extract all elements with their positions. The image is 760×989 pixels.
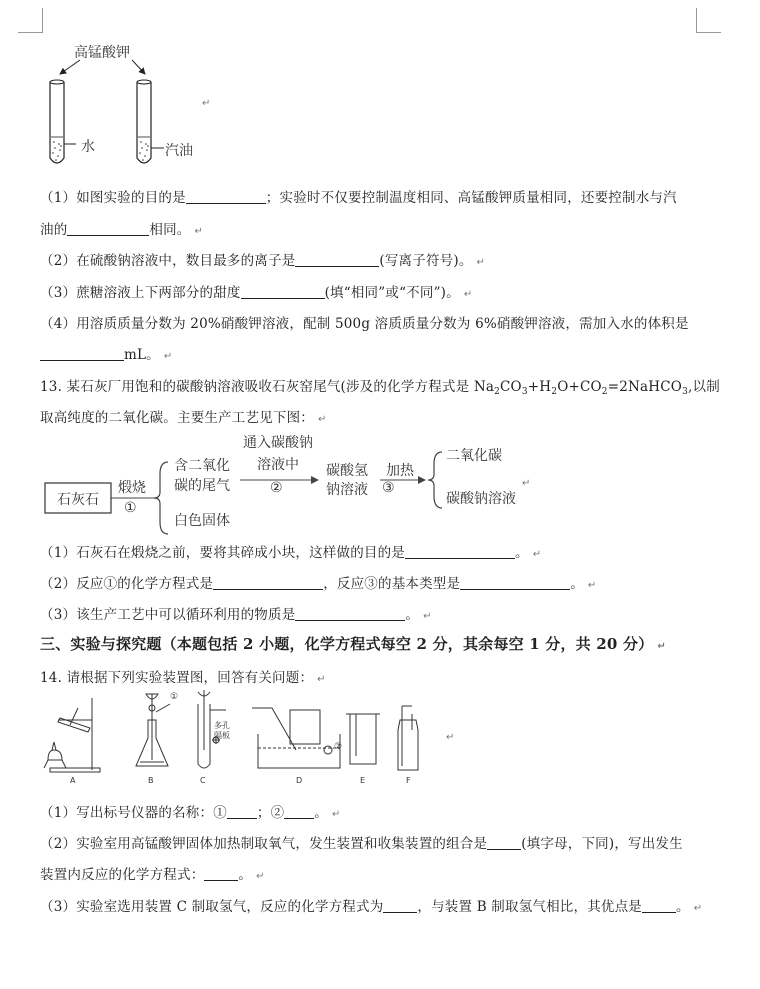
- marker-2: ②: [334, 742, 343, 752]
- production-flow-diagram: [40, 430, 560, 535]
- q12-part3: （3）蔗糖溶液上下两部分的甜度 (填“相同”或“不同”)。 ↵: [40, 285, 473, 301]
- answer-blank[interactable]: [295, 606, 405, 621]
- corner-mark-left: [18, 8, 43, 33]
- q14-part1: （1）写出标号仪器的名称：① ；② 。 ↵: [40, 805, 341, 821]
- paragraph-mark: ↵: [522, 478, 531, 489]
- tail-gas-label-2: 碳的尾气: [174, 478, 230, 494]
- q13-part1: （1）石灰石在煅烧之前，要将其碎成小块，这样做的目的是 。 ↵: [40, 545, 542, 561]
- q12-part4-line1: （4）用溶质质量分数为 20%硝酸钾溶液，配制 500g 溶质质量分数为 6%硝酸钾溶液，需加入水的体积是: [40, 316, 689, 332]
- step2-label-1: 通入碳酸钠: [243, 435, 313, 451]
- co2-output-label: 二氧化碳: [446, 448, 502, 464]
- water-label: 水: [81, 139, 95, 155]
- gasoline-label: 汽油: [165, 143, 193, 159]
- answer-blank[interactable]: [40, 346, 124, 361]
- q12-part4-line2: mL。 ↵: [40, 343, 172, 363]
- q13-intro-line2: 取高纯度的二氧化碳。主要生产工艺见下图： ↵: [40, 410, 327, 426]
- answer-blank[interactable]: [642, 898, 676, 913]
- limestone-box-label: 石灰石: [57, 492, 99, 508]
- label-C: C: [200, 776, 206, 785]
- label-A: A: [70, 776, 76, 785]
- label-E: E: [360, 776, 366, 785]
- q14-part3: （3）实验室选用装置 C 制取氢气，反应的化学方程式为 ，与装置 B 制取氢气相比，其优点是 。 ↵: [40, 899, 703, 915]
- sodium-carbonate-output-label: 碳酸钠溶液: [446, 491, 516, 507]
- answer-blank[interactable]: [204, 866, 238, 881]
- corner-mark-right: [696, 8, 721, 33]
- porous-plate-label-2: 隔板: [214, 731, 230, 740]
- q13-part2: （2）反应①的化学方程式是 ，反应③的基本类型是 。 ↵: [40, 576, 597, 592]
- label-F: F: [406, 776, 411, 785]
- porous-plate-label-1: 多孔: [214, 721, 230, 730]
- calcination-label: 煅烧: [118, 480, 146, 496]
- q14-part2-line2: 装置内反应的化学方程式： 。 ↵: [40, 867, 265, 883]
- q12-part1-line1: （1）如图实验的目的是 ；实验时不仅要控制温度相同、高锰酸钾质量相同，还要控制水与汽: [40, 190, 677, 206]
- step3-number: ③: [382, 480, 395, 496]
- bicarbonate-label-1: 碳酸氢: [326, 463, 368, 479]
- bicarbonate-label-2: 钠溶液: [326, 482, 368, 498]
- q13-intro-line1: 13. 某石灰厂用饱和的碳酸钠溶液吸收石灰窑尾气(涉及的化学方程式是 $Na_2CO_3+H_2O+CO_2=2NaHCO_3$,以制: [40, 379, 720, 397]
- answer-blank[interactable]: [460, 575, 570, 590]
- q14-intro: 14. 请根据下列实验装置图，回答有关问题： ↵: [40, 670, 326, 686]
- answer-blank[interactable]: [383, 898, 417, 913]
- white-solid-label: 白色固体: [174, 513, 230, 529]
- potassium-permanganate-label: 高锰酸钾: [74, 45, 130, 61]
- paragraph-mark: ↵: [202, 98, 211, 109]
- step1-number: ①: [124, 500, 137, 516]
- step2-label-2: 溶液中: [257, 457, 299, 473]
- paragraph-mark: ↵: [446, 732, 455, 743]
- test-tube-figure: [40, 40, 220, 175]
- heating-label: 加热: [386, 463, 414, 479]
- apparatus-figure: [40, 690, 460, 790]
- tail-gas-label-1: 含二氧化: [174, 458, 230, 474]
- q12-part1-line2: 油的 相同。 ↵: [40, 222, 204, 238]
- answer-blank[interactable]: [295, 252, 379, 267]
- apparatus-drawing: [40, 690, 460, 790]
- answer-blank[interactable]: [405, 544, 515, 559]
- answer-blank[interactable]: [284, 804, 314, 819]
- answer-blank[interactable]: [67, 221, 149, 236]
- answer-blank[interactable]: [487, 835, 521, 850]
- answer-blank[interactable]: [213, 575, 323, 590]
- test-tubes-diagram: [40, 40, 220, 175]
- label-D: D: [296, 776, 303, 785]
- q13-part3: （3）该生产工艺中可以循环利用的物质是 。 ↵: [40, 607, 432, 623]
- q14-part2-line1: （2）实验室用高锰酸钾固体加热制取氧气，发生装置和收集装置的组合是 (填字母，下同)，写出发生: [40, 836, 683, 852]
- section3-heading: 三、实验与探究题（本题包括 2 小题，化学方程式每空 2 分，其余每空 1 分，共 20 分） ↵: [40, 635, 666, 653]
- step2-number: ②: [270, 480, 283, 496]
- label-B: B: [148, 776, 154, 785]
- q12-part2: （2）在硫酸钠溶液中，数目最多的离子是 (写离子符号)。 ↵: [40, 253, 486, 269]
- answer-blank[interactable]: [227, 804, 257, 819]
- marker-1: ①: [170, 692, 179, 702]
- answer-blank[interactable]: [186, 189, 266, 204]
- answer-blank[interactable]: [241, 284, 325, 299]
